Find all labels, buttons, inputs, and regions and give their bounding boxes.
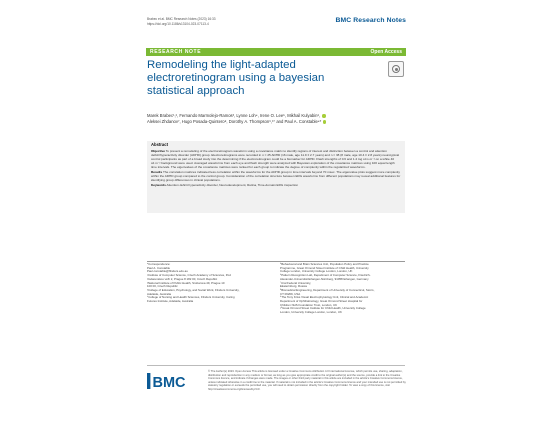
footnote: *Correspondence:: [147, 262, 171, 266]
results-text: The correlation matrices indicated less correlation within the waveforms for the ADHD group in time intervals beyond 70 msec. The eigenvalue plots suggest more complexity within the ADHD group compared to the control group. Consideration of the correlation structure between ERG waveforms from different populations may reveal additional features for identifying group differences in clinical populations.: [151, 170, 401, 183]
footnote: Ekaterinburg, Russia: [280, 284, 307, 289]
footnote: ⁴College of Nursing and Health Sciences, Flinders University, Caring: [147, 295, 235, 300]
results-label: Results: [151, 170, 163, 175]
doi-link[interactable]: https://doi.org/10.1186/s13104-023-07113-4: [147, 21, 209, 26]
paper-page: [140, 10, 412, 415]
abstract-objective: [151, 149, 401, 169]
footnote: ¹⁰Great Ormond Street Institute for Child Health, University College: [280, 306, 366, 311]
footnote: Futures Institute, Adelaide, Australia: [147, 299, 194, 304]
footnote: ³College of Education, Psychology, and Social Work, Flinders University,: [147, 287, 240, 292]
abstract-heading: Abstract: [151, 142, 168, 147]
footnote: Children NHS Foundation Trust, London, UK: [280, 302, 338, 307]
footnote: ⁶Pattern Recognition Lab, Department of Computer Science, Friedrich-: [280, 273, 371, 278]
footnotes-left: [147, 263, 267, 304]
bmc-logo-text: BMC: [152, 375, 186, 391]
footnote: ⁸Biomedical Engineering, Department of University of Connecticut, Storrs,: [280, 287, 375, 292]
footnote: 100 00, Czech Republic: [147, 284, 178, 289]
footnote: CT 06269, USA: [280, 291, 301, 296]
bmc-logo: [147, 370, 193, 392]
keywords-text: Attention deficit hyperactivity disorder, Neurodevelopment, Retina, Time-domain ERG inspection: [166, 183, 299, 188]
open-access-label: Open Access: [370, 49, 402, 56]
footnote: ⁷Ural Federal University,: [280, 280, 312, 285]
citation: Brabec et al. BMC Research Notes: [147, 17, 197, 21]
footnote: ¹Institute of Computer Science, Czech Academy of Sciences, Pod: [147, 273, 231, 278]
footnote: Adelaide, Australia: [147, 291, 171, 296]
footnote: Programme, Great Ormond Street Institute of Child Health, University: [280, 265, 369, 270]
author-list: [147, 113, 397, 125]
article-type-bar: [146, 48, 406, 56]
author-line-1: Marek Brabec¹,², Fernando Marmolejo-Ramos³, Lynne Loh⁴, Irene O. Lee⁵, Mikhail Kulyabin⁶,: [147, 113, 321, 118]
footnote: Alexander-Universität Erlangen-Nürnberg, 91058 Erlangen, Germany: [280, 276, 369, 281]
orcid-icon[interactable]: [322, 114, 325, 117]
journal-name: BMC Research Notes: [335, 17, 406, 24]
year-pages: (2023) 16:33: [197, 17, 216, 21]
footnote: Vodarenskou věží 2, Prague 8 182 00, Czech Republic: [147, 276, 218, 281]
keywords-label: Keywords: [151, 183, 166, 188]
running-header: [147, 17, 216, 26]
objective-text: To present a remodeling of the electroretinogram waveform using a covariance matrix to identify regions of interest and distinction between a control and attention deficit/hyperactivity disorder (ADHD) group. Electroretinograms were recorded in n = 25 ADHD (16 male, age 11.9 ± 2.7 years) and n = 38 (8 male, age 10.4 ± 2.8 years) neurotypical control participants as part of a broad study into the determining if the electroretinogram could be a biomarker for ADHD. Flash strengths of 0.6 and 1.2 log cd.s.m⁻² on a white 40 cd.m⁻² background were used. Averaged waveforms from each eye and flash strength were analyzed with Bayesian exploration of the covariance matrices using 100 equal length time intervals. The eigenvalues of the covariance matrices were ranked for each group to indicate the degree of complexity within the regularized waveforms.: [151, 149, 400, 169]
bmc-logo-bar: [147, 373, 150, 389]
footnote: College London, University College London, London, UK: [280, 269, 353, 274]
footnote: Department of Ophthalmology, Great Ormond Street Hospital for: [280, 299, 363, 304]
footnote: Paul A. Constable: [147, 265, 170, 270]
crossmark-dot: [395, 68, 398, 71]
footnotes-right: [280, 263, 405, 315]
license-text: © The Author(s) 2023. Open Access This article is licensed under a Creative Commons Attribution 4.0 International License, which permits use, sharing, adaptation, distribution and reproduction in any medium or format, as long as you give appropriate credit to the original author(s) and the source, provide a link to the Creative Commons licence, and indicate if changes were made. The images or other third party material in this article are included in the article's Creative Commons licence, unless indicated otherwise in a credit line to the material. If material is not included in the article's Creative Commons licence and your intended use is not permitted by statutory regulation or exceeds the permitted use, you will need to obtain permission directly from the copyright holder. To view a copy of this licence, visit http://creativecommons.org/licenses/by/4.0/.: [208, 370, 406, 391]
license-divider: [147, 365, 405, 366]
paper-title: Remodeling the light-adapted electroretinogram using a bayesian statistical approach: [147, 59, 325, 97]
footnote: London, University College London, London, UK: [280, 310, 342, 315]
footnote: ²National Institute of Public Health, Srobarova 49, Prague 10: [147, 280, 225, 285]
author-line-2: Aleksei Zhdanov⁷, Hugo Posada-Quintero⁸, Dorothy A. Thompson⁹,¹⁰ and Paul A. Constable⁴*: [147, 119, 322, 125]
footnote: ⁹The Tony Kriss Visual Electrophysiology Unit, Clinical and Academic: [280, 295, 369, 300]
orcid-icon[interactable]: [323, 120, 326, 123]
abstract-keywords: [151, 183, 401, 187]
footnote: ⁵Behavioural and Brain Sciences Unit, Population Policy and Practice: [280, 262, 369, 266]
check-for-updates-icon[interactable]: [388, 61, 404, 77]
abstract-results: [151, 170, 401, 182]
objective-label: Objective: [151, 149, 165, 153]
correspondence-email[interactable]: Paul.constable@flinders.edu.au: [147, 269, 188, 274]
abstract-box: [147, 141, 405, 213]
article-type: RESEARCH NOTE: [150, 49, 202, 56]
